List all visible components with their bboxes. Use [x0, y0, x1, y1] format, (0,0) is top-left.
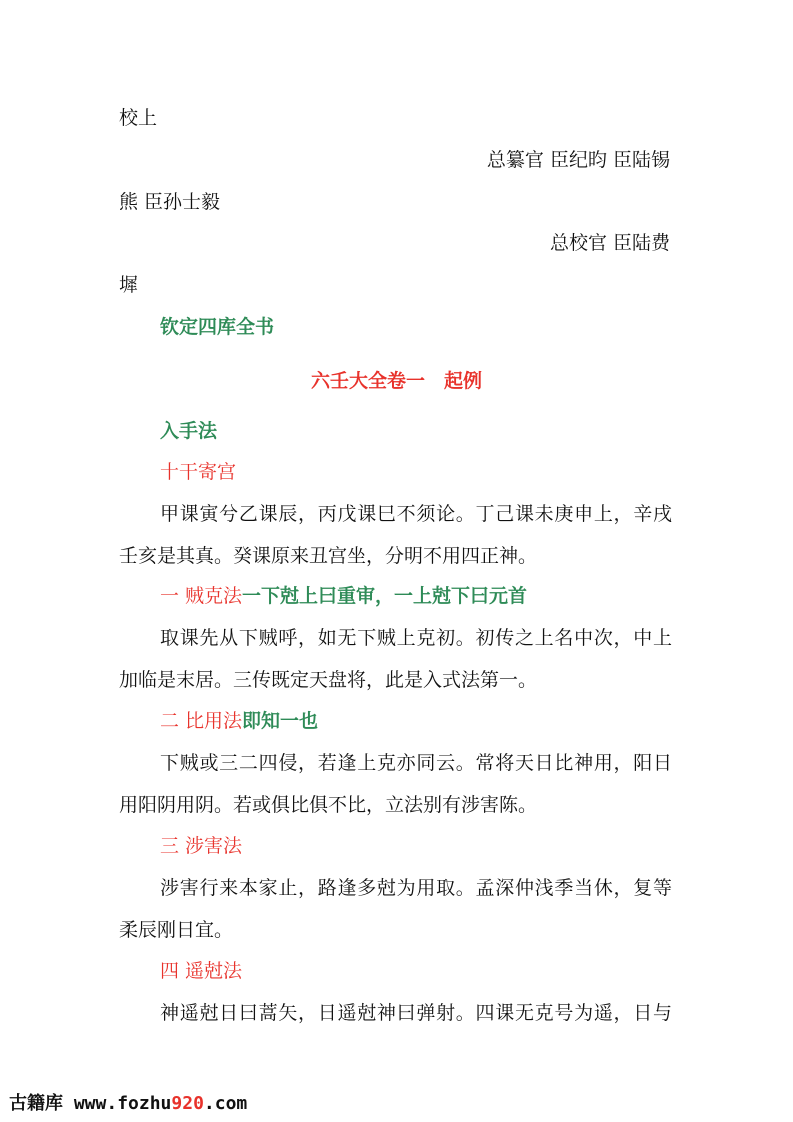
- url-suffix: .com: [203, 1093, 248, 1114]
- site-url-link[interactable]: [74, 1093, 247, 1114]
- paragraph-line: 壬亥是其真。癸课原来丑宫坐，分明不用四正神。: [119, 545, 538, 567]
- subsection-heading: [160, 709, 318, 733]
- heading-label: 一 贼克法: [160, 585, 243, 607]
- url-prefix: www.fozhu: [73, 1093, 172, 1114]
- paragraph-line: 加临是末居。三传既定天盘将，此是入式法第一。: [119, 669, 538, 691]
- subsection-heading: [160, 584, 527, 608]
- text-line: 校上: [119, 107, 158, 129]
- chapter-title: 六壬大全卷一 起例: [310, 370, 482, 392]
- paragraph-line: 柔辰刚日宜。: [119, 919, 234, 941]
- text-line: 总校官 臣陆费: [549, 232, 670, 254]
- site-brand: 古籍库: [9, 1093, 63, 1114]
- subsection-heading: 三 涉害法: [160, 835, 243, 857]
- book-title: 钦定四库全书: [160, 316, 275, 338]
- site-footer: [9, 1089, 247, 1115]
- heading-label: 二 比用法: [160, 710, 243, 732]
- subsection-heading: 四 遥尅法: [160, 960, 243, 982]
- url-number: 920: [171, 1093, 204, 1114]
- section-heading: 入手法: [160, 420, 218, 442]
- paragraph-line: 神遥尅日曰蒿矢，日遥尅神曰弹射。四课无克号为遥，日与: [160, 1002, 672, 1024]
- paragraph-line: 取课先从下贼呼，如无下贼上克初。初传之上名中次，中上: [160, 627, 672, 649]
- heading-note: 即知一也: [242, 710, 319, 732]
- heading-note: 一下尅上曰重审，一上尅下曰元首: [242, 585, 528, 607]
- paragraph-line: 甲课寅兮乙课辰，丙戊课巳不须论。丁己课未庚申上，辛戌: [160, 503, 672, 525]
- paragraph-line: 涉害行来本家止，路逢多尅为用取。孟深仲浅季当休，复等: [160, 877, 672, 899]
- text-line: 墀: [119, 274, 139, 296]
- text-line: 熊 臣孙士毅: [119, 191, 221, 213]
- paragraph-line: 下贼或三二四侵，若逢上克亦同云。常将天日比神用，阳日: [160, 752, 672, 774]
- text-line: 总纂官 臣纪昀 臣陆锡: [486, 149, 670, 171]
- subsection-heading: 十干寄宫: [160, 461, 237, 483]
- paragraph-line: 用阳阴用阴。若或俱比俱不比，立法别有涉害陈。: [119, 794, 538, 816]
